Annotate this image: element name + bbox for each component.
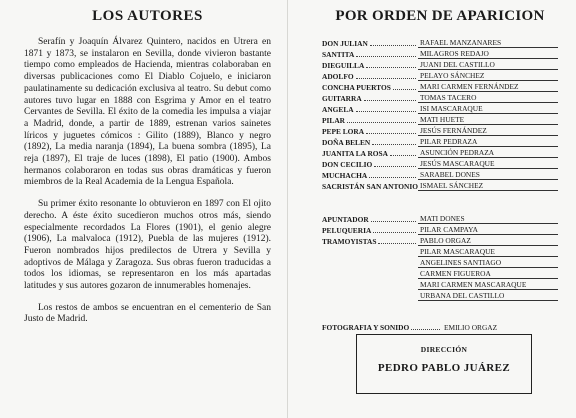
cast-row — [322, 37, 558, 48]
cast-row — [322, 81, 558, 92]
role-cell — [322, 105, 418, 114]
performer-name: PILAR CAMPAYA — [418, 225, 558, 235]
role-cell — [322, 50, 418, 59]
performer-name: ANGELINES SANTIAGO — [418, 258, 558, 268]
cast-heading: POR ORDEN DE APARICION — [335, 8, 545, 24]
performer-name: TOMAS TACERO — [418, 93, 558, 103]
crew-row — [322, 235, 558, 246]
cast-row — [322, 70, 558, 81]
performer-name: JESÚS MASCARAQUE — [418, 159, 558, 169]
dot-leader — [374, 166, 416, 167]
page-fold — [287, 0, 288, 418]
role-label: DON CECILIO — [322, 160, 373, 169]
role-cell — [322, 182, 418, 191]
cast-row — [322, 103, 558, 114]
performer-name: SARABEL DONES — [418, 170, 558, 180]
dot-leader — [366, 133, 416, 134]
dot-leader — [390, 155, 416, 156]
cast-row — [322, 125, 558, 136]
cast-column — [322, 8, 558, 332]
role-label: ADOLFO — [322, 72, 354, 81]
performer-name: EMILIO ORGAZ — [444, 323, 498, 332]
role-label: SANTITA — [322, 50, 355, 59]
performer-name: JUANI DEL CASTILLO — [418, 60, 558, 70]
crew-row — [322, 290, 558, 301]
role-label: DON JULIAN — [322, 39, 368, 48]
performer-name: ASUNCIÓN PEDRAZA — [418, 148, 558, 158]
crew-row — [322, 246, 558, 257]
performer-name: MATI DONES — [418, 214, 558, 224]
authors-paragraph: Serafín y Joaquín Álvarez Quintero, nacidos en Utrera en 1871 y 1873, se instalaron en Sevilla, donde vivieron bastante tiempo como empleados de Hacienda, mientras colaboraban en diversas publicaciones como El Diablo Cojuelo, e iniciaron paulatinamente su dedicación exclusiva al teatro. Su debut como autores tuvo lugar en 1888 con Esgrima y Amor en el teatro Cervantes de Sevilla. El éxito de la comedia les impulsa a viajar a Madrid, donde, a partir de 1889, estrenan varios sainetes líricos y juguetes cómicos : Gilito (1889), Blanco y negro (1892), La media naranja (1894), La buena sombra (1895), La reja (1897), El traje de luces (1898), El patio (1900). Ambos hermanos colaboraron en todas sus obras dramáticas y fueron miembros de la Real Academia de la Lengua Española. — [24, 37, 271, 188]
role-label: PELUQUERIA — [322, 226, 372, 235]
crew-row — [322, 213, 558, 224]
authors-paragraph: Los restos de ambos se encuentran en el cementerio de San Justo de Madrid. — [24, 302, 271, 325]
role-label: DOÑA BELEN — [322, 138, 371, 147]
dot-leader — [369, 177, 416, 178]
crew-row — [322, 268, 558, 279]
dot-leader — [356, 111, 416, 112]
performer-name: URBANA DEL CASTILLO — [418, 291, 558, 301]
cast-row — [322, 59, 558, 70]
role-cell — [322, 116, 418, 125]
performer-name: JESÚS FERNÁNDEZ — [418, 126, 558, 136]
dot-leader — [366, 67, 416, 68]
role-cell — [322, 237, 418, 246]
role-cell — [322, 83, 418, 92]
performer-name: ISI MASCARAQUE — [418, 104, 558, 114]
dot-leader — [371, 221, 416, 222]
dot-leader — [356, 78, 416, 79]
role-cell — [322, 94, 418, 103]
role-cell — [322, 138, 418, 147]
role-label: CONCHA PUERTOS — [322, 83, 391, 92]
director-name: PEDRO PABLO JUÁREZ — [377, 362, 511, 374]
dot-leader — [356, 56, 416, 57]
dot-leader — [347, 122, 416, 123]
performer-name: MARI CARMEN MASCARAQUE — [418, 280, 558, 290]
role-label: GUITARRA — [322, 94, 362, 103]
dot-leader — [370, 45, 416, 46]
cast-row — [322, 147, 558, 158]
director-box — [356, 334, 532, 394]
performer-name: MILAGROS REDAJO — [418, 49, 558, 59]
authors-paragraph: Su primer éxito resonante lo obtuvieron en 1897 con El ojito derecho. A éste éxito sucedieron muchos otros más, siendo especialmente recordados La Flores (1901), el genio alegre (1906), La malvaloca (1912), Puebla de las mujeres (1912). Fueron nombrados hijos predilectos de Utrera y Sevilla y adoptivos de Málaga y Zaragoza. Sus obras fueron traducidas a todos los idiomas, se representaron en los más apartadas latitudes y sus autores gozaron de innumerables homenajes. — [24, 199, 271, 292]
role-label: PILAR — [322, 116, 345, 125]
performer-name: PELAYO SÁNCHEZ — [418, 71, 558, 81]
director-label: DIRECCIÓN — [420, 345, 468, 354]
role-label: TRAMOYISTAS — [322, 237, 377, 246]
role-label: MUCHACHA — [322, 171, 368, 180]
dot-leader — [378, 243, 416, 244]
role-cell — [322, 72, 418, 81]
performer-name: MARI CARMEN FERNÁNDEZ — [418, 82, 558, 92]
role-cell — [322, 323, 442, 332]
performer-name: MATI HUETE — [418, 115, 558, 125]
dot-leader — [373, 232, 416, 233]
crew-row — [322, 321, 558, 332]
role-label: SACRISTÁN SAN ANTONIO — [322, 182, 418, 191]
dot-leader — [364, 100, 416, 101]
role-label: FOTOGRAFIA Y SONIDO — [322, 323, 410, 332]
dot-leader — [411, 329, 440, 330]
crew-row — [322, 224, 558, 235]
performer-name: ISMAEL SÁNCHEZ — [418, 181, 558, 191]
role-label: DIEGUILLA — [322, 61, 365, 70]
role-cell — [322, 171, 418, 180]
role-cell — [322, 215, 418, 224]
cast-row — [322, 158, 558, 169]
performer-name: PILAR MASCARAQUE — [418, 247, 558, 257]
role-label: APUNTADOR — [322, 215, 369, 224]
cast-row — [322, 48, 558, 59]
role-cell — [322, 39, 418, 48]
crew-row — [322, 257, 558, 268]
cast-row — [322, 169, 558, 180]
role-cell — [322, 127, 418, 136]
authors-heading: LOS AUTORES — [92, 8, 203, 24]
role-cell — [322, 226, 418, 235]
crew-row — [322, 279, 558, 290]
role-label: JUANITA LA ROSA — [322, 149, 388, 158]
role-cell — [322, 61, 418, 70]
role-cell — [322, 160, 418, 169]
cast-row — [322, 180, 558, 191]
performer-name: PILAR PEDRAZA — [418, 137, 558, 147]
authors-column — [24, 8, 271, 336]
cast-list — [322, 37, 558, 191]
role-label: ANGELA — [322, 105, 354, 114]
crew-list — [322, 213, 558, 301]
cast-row — [322, 92, 558, 103]
sound-credit — [322, 321, 558, 332]
dot-leader — [393, 89, 416, 90]
performer-name: RAFAEL MANZANARES — [418, 38, 558, 48]
performer-name: PABLO ORGAZ — [418, 236, 558, 246]
performer-name: CARMEN FIGUEROA — [418, 269, 558, 279]
role-label: PEPE LORA — [322, 127, 365, 136]
dot-leader — [372, 144, 416, 145]
cast-row — [322, 136, 558, 147]
role-cell — [322, 149, 418, 158]
cast-row — [322, 114, 558, 125]
